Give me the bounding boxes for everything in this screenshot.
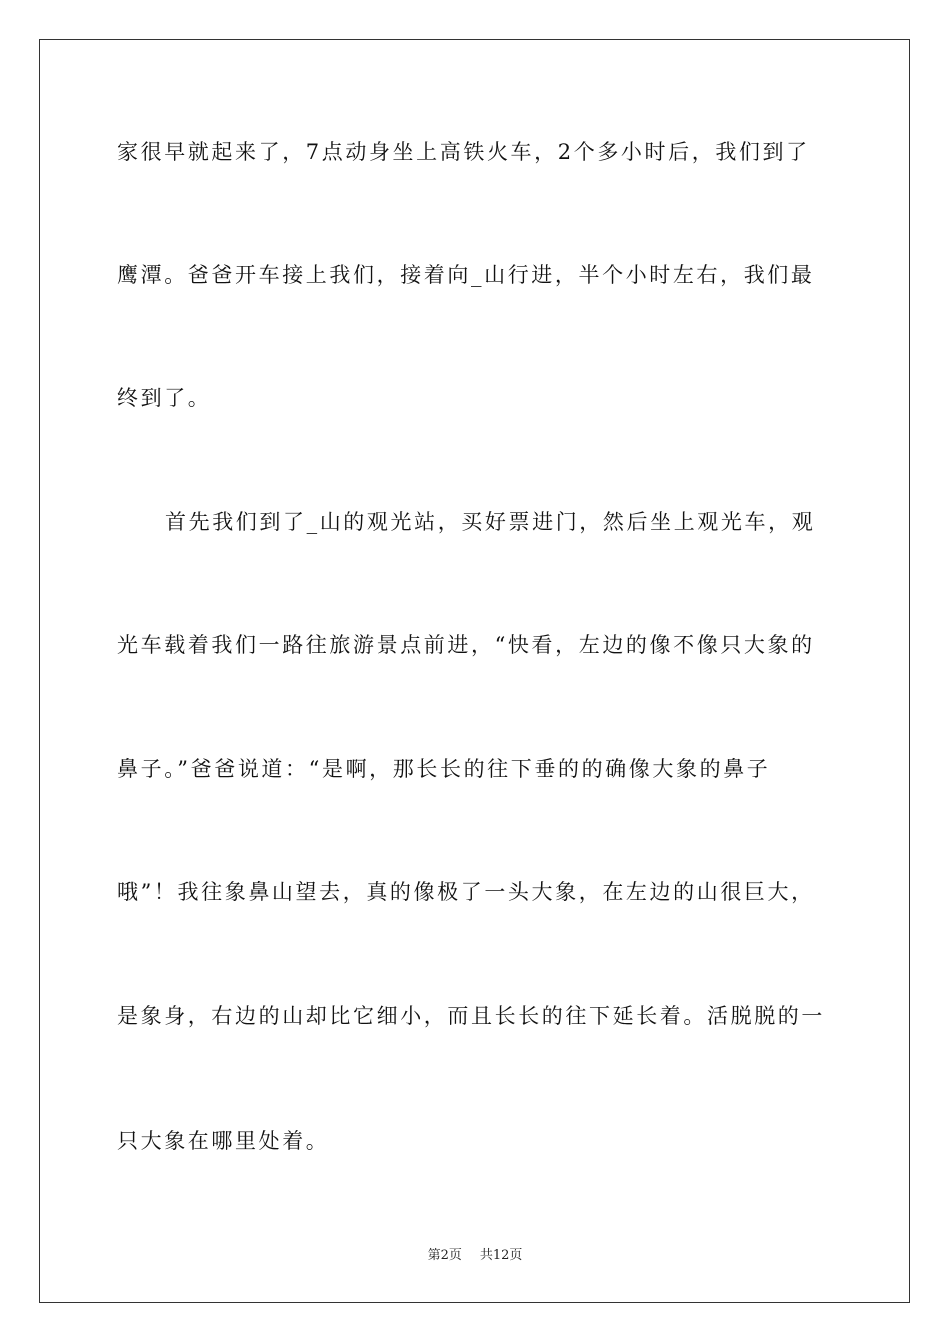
paragraph-line-2: 鹰潭。爸爸开车接上我们，接着向_山行进，半个小时左右，我们最 — [117, 263, 815, 287]
paragraph-line-9: 只大象在哪里处着。 — [117, 1129, 330, 1153]
paragraph-line-8: 是象身，右边的山却比它细小，而且长长的往下延长着。活脱脱的一 — [117, 1004, 825, 1028]
page-border — [39, 39, 910, 1303]
paragraph-line-6: 鼻子。”爸爸说道：“是啊，那长长的往下垂的的确像大象的鼻子 — [117, 757, 771, 781]
paragraph-line-5: 光车载着我们一路往旅游景点前进，“快看，左边的像不像只大象的 — [117, 633, 815, 657]
page-number: 第2页 — [427, 1248, 462, 1263]
page-footer — [0, 1247, 950, 1265]
paragraph-line-4: 首先我们到了_山的观光站，买好票进门，然后坐上观光车，观 — [165, 510, 816, 534]
paragraph-line-1: 家很早就起来了，7点动身坐上高铁火车，2个多小时后，我们到了 — [117, 140, 810, 164]
paragraph-line-7: 哦”！我往象鼻山望去，真的像极了一头大象，在左边的山很巨大， — [117, 880, 815, 904]
page-total: 共12页 — [479, 1248, 523, 1263]
paragraph-line-3: 终到了。 — [117, 386, 212, 410]
